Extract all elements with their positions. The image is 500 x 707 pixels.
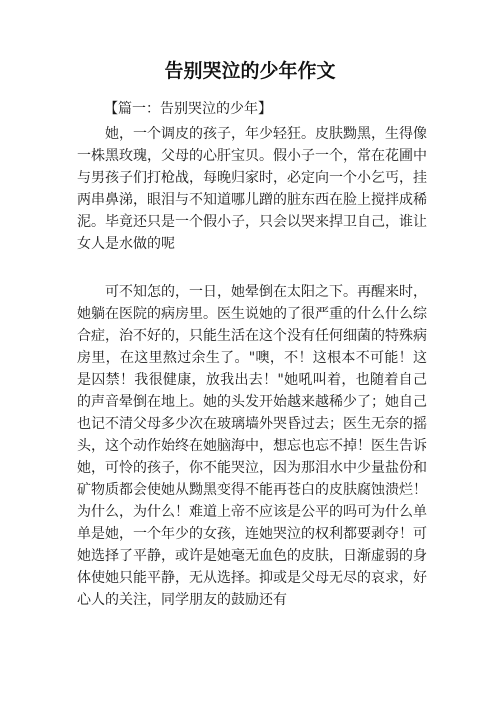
paragraph: 她，一个调皮的孩子，年少轻狂。皮肤黝黑，生得像一株黑玫瑰，父母的心肝宝贝。假小子一个，常在花圃中与男孩子们打枪战，每晚归家时，必定向一个小乞丐，挂两串鼻涕，眼泪与不知道哪儿蹭的脏东西在脸上搅拌成稀泥。毕竟还只是一个假小子，只会以哭来捍卫自己，谁让女人是水做的呢 — [77, 126, 427, 252]
document-title: 告别哭泣的少年作文 — [164, 60, 336, 82]
section-heading: 【篇一：告别哭泣的少年】 — [104, 101, 272, 117]
paragraph: 可不知怎的，一日，她晕倒在太阳之下。再醒来时，她躺在医院的病房里。医生说她的了很严重的什么什么综合症，治不好的，只能生活在这个没有任何细菌的特殊病房里，在这里熬过余生了。"噢，不！这根本不可能！这是囚禁！我很健康，放我出去！"她吼叫着，也随着自己的声音晕倒在地上。她的头发开始越来越稀少了；她自己也记不清父母多少次在玻璃墙外哭昏过去；医生无奈的摇头，这个动作始终在她脑海中，想忘也忘不掉！医生告诉她，可怜的孩子，你不能哭泣，因为那泪水中少量盐份和矿物质都会使她从黝黑变得不能再苍白的皮肤腐蚀溃烂！为什么，为什么！难道上帝不应该是公平的吗可为什么单单是她，一个年少的女孩，连她哭泣的权利都要剥夺！可她选择了平静，或许是她毫无血色的皮肤，日渐虚弱的身体使她只能平静，无从选择。抑或是父母无尽的哀求，好心人的关注，同学朋友的鼓励还有 — [77, 284, 427, 608]
